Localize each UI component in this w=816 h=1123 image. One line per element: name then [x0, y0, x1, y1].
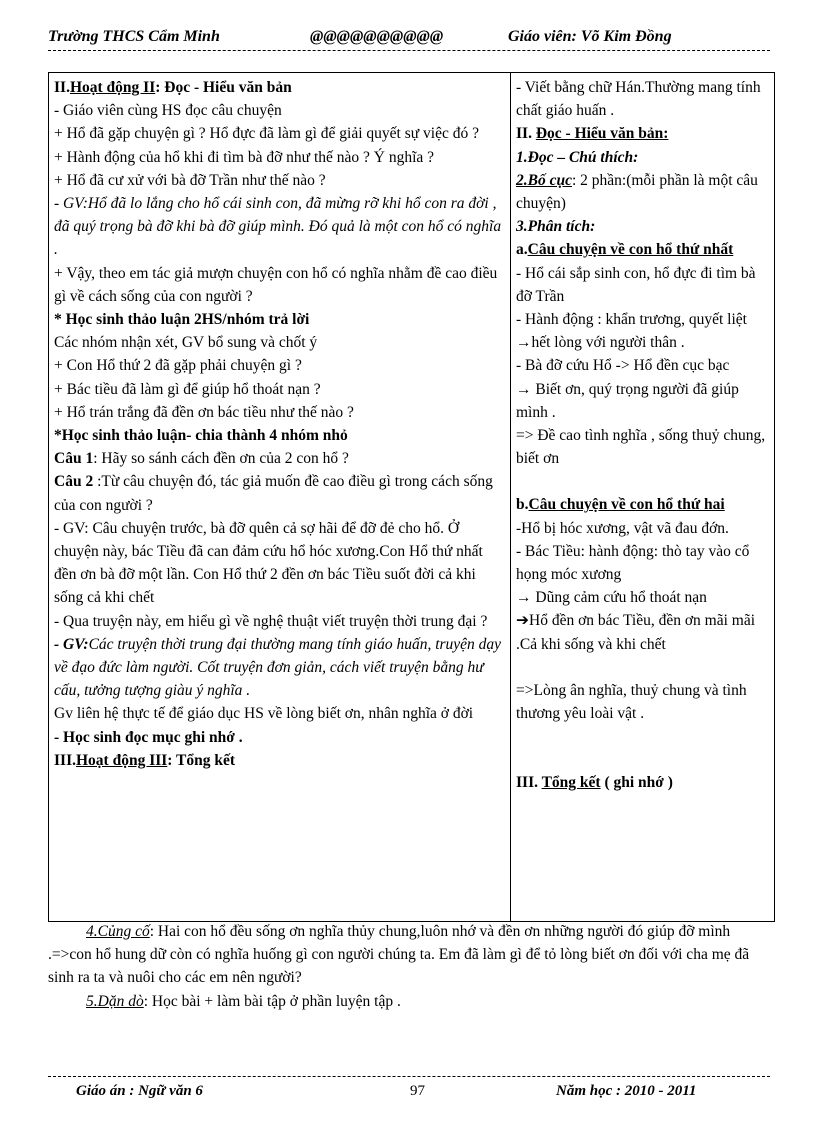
page-header [48, 28, 770, 50]
section-heading: II. Đọc - Hiểu văn bản: [516, 125, 669, 143]
story-heading-1: a.Câu chuyện về con hổ thứ nhất [516, 241, 734, 259]
page-number: 97 [410, 1083, 425, 1099]
question: + Con Hổ thứ 2 đã gặp phải chuyện gì ? [54, 357, 302, 375]
activity-line: - Giáo viên cùng HS đọc câu chuyện [54, 102, 282, 120]
content-line: ➔Hổ đền ơn bác Tiều, đền ơn mãi mãi .Cả khi sống và khi chết [516, 612, 756, 653]
content-line: =>Lòng ân nghĩa, thuỷ chung và tình thương yêu loài vật . [516, 681, 747, 723]
activity-line: Gv liên hệ thực tế để giáo dục HS về lòng biết ơn, nhân nghĩa ở đời [54, 705, 474, 723]
question: + Hổ đã gặp chuyện gì ? Hổ đực đã làm gì để giải quyết sự việc đó ? [54, 125, 479, 143]
content-line: - Hổ cái sắp sinh con, hổ đực đi tìm bà đỡ Trần [516, 264, 756, 305]
content-line: → Biết ơn, quý trọng người đã giúp mình . [516, 380, 739, 421]
teacher-note: - GV:Các truyện thời trung đại thường mang tính giáo huấn, truyện dạy về đạo đức làm người. Cốt truyện đơn giản, cách viết truyện bằng hư cấu, tưởng tượng giàu ý nghĩa . [54, 635, 502, 700]
lesson-table [48, 72, 775, 922]
content-line: => Đề cao tình nghĩa , sống thuỷ chung, biết ơn [516, 427, 766, 468]
footer-subject: Giáo án : Ngữ văn 6 [76, 1083, 203, 1099]
structure-line: 2.Bố cục: 2 phần:(mỗi phần là một câu chuyện) [516, 171, 758, 213]
summary-heading: III. Tổng kết ( ghi nhớ ) [516, 774, 673, 792]
teacher-name: Giáo viên: Võ Kim Đồng [508, 28, 672, 45]
question: + Hổ đã cư xử với bà đỡ Trần như thế nào ? [54, 171, 326, 189]
content-line: - Viết bằng chữ Hán.Thường mang tính chất giáo huấn . [516, 79, 761, 120]
question: + Hổ trán trắng đã đền ơn bác tiều như thế nào ? [54, 403, 354, 421]
header-separator: @@@@@@@@@@ [310, 28, 444, 45]
subheading: 1.Đọc – Chú thích: [516, 148, 639, 166]
teacher-explanation: - GV: Câu chuyện trước, bà đỡ quên cả sợ hãi để đỡ đẻ cho hổ. Ở chuyện này, bác Tiều đã can đảm cứu hổ hóc xương.Con Hổ thứ nhất đền ơn bà đỡ một lần. Con Hổ thứ 2 đền ơn bác Tiều suốt đời cả khi sống cả khi chết [54, 519, 483, 607]
header-divider [48, 50, 770, 51]
consolidation-paragraph: 4.Củng cố: Hai con hổ đều sống ơn nghĩa thủy chung,luôn nhớ và đền ơn những người đó giúp đỡ mình .=>con hổ hung dữ còn có nghĩa huống gì con người chúng ta. Em đã làm gì để tỏ lòng biết ơn đối với cha mẹ đã sinh ra ta và nuôi cho các em nên người? [48, 923, 750, 986]
question: + Bác tiều đã làm gì để giúp hổ thoát nạn ? [54, 380, 321, 398]
activity-heading-3: Hoạt động III [75, 751, 168, 769]
arrow-icon: → [516, 589, 532, 607]
story-heading-2: b.Câu chuyện về con hổ thứ hai [516, 496, 725, 514]
activity-line: - Học sinh đọc mục ghi nhớ . [54, 728, 243, 746]
discussion-heading: * Học sinh thảo luận 2HS/nhóm trả lời [54, 311, 310, 329]
arrow-icon: → [516, 380, 532, 398]
question-2: Câu 2 :Từ câu chuyện đó, tác giả muốn đề cao điều gì trong cách sống của con người ? [54, 473, 493, 514]
activity-column: II.Hoạt động II: Đọc - Hiểu văn bản - Giáo viên cùng HS đọc câu chuyện + Hổ đã gặp chuyện gì ? Hổ đực đã làm gì để giải quyết sự việc đó ? + Hành động của hổ khi đi tìm bà đỡ như thế nào ? Ý nghĩa ? + Hổ đã cư xử với bà đỡ Trần như thế nào ? - GV:Hổ đã lo lắng cho hổ cái sinh con, đã mừng rỡ khi hổ con ra đời , đã quý trọng bà đỡ khi bà đỡ giúp mình. Đó quả là một con hổ có nghĩa . + Vậy, theo em tác giả mượn chuyện con hổ có nghĩa nhằm đề cao điều gì về cách sống của con người ? * Học sinh thảo luận 2HS/nhóm trả lời Các nhóm nhận xét, GV bổ sung và chốt ý + Con Hổ thứ 2 đã gặp phải chuyện gì ? + Bác tiều đã làm gì để giúp hổ thoát nạn ? + Hổ trán trắng đã đền ơn bác tiều như thế nào ? *Học sinh thảo luận- chia thành 4 nhóm nhỏ Câu 1: Hãy so sánh cách đền ơn của 2 con hổ ? Câu 2 :Từ câu chuyện đó, tác giả muốn đề cao điều gì trong cách sống của con người ? - GV: Câu chuyện trước, bà đỡ quên cả sợ hãi để đỡ đẻ cho hổ. Ở chuyện này, bác Tiều đã can đảm cứu hổ hóc xương.Con Hổ thứ nhất đền ơn bà đỡ một lần. Con Hổ thứ 2 đền ơn bác Tiều suốt đời cả khi sống cả khi chết - Qua truyện này, em hiểu gì về nghệ thuật viết truyện thời trung đại ? - GV:Các truyện thời trung đại thường mang tính giáo huấn, truyện dạy về đạo đức làm người. Cốt truyện đơn giản, cách viết truyện bằng hư cấu, tưởng tượng giàu ý nghĩa . Gv liên hệ thực tế để giáo dục HS về lòng biết ơn, nhân nghĩa ở đời - Học sinh đọc mục ghi nhớ . III.Hoạt động III: Tổng kết [49, 73, 511, 922]
content-line: - Bà đỡ cứu Hổ -> Hổ đền cục bạc [516, 357, 730, 375]
content-line: - Hành động : khẩn trương, quyết liệt →hết lòng với người thân . [516, 311, 747, 352]
arrow-icon: → [516, 334, 532, 352]
activity-heading-2: Hoạt động II [69, 79, 156, 96]
footer-school-year: Năm học : 2010 - 2011 [556, 1083, 697, 1099]
homework-paragraph: 5.Dặn dò: Học bài + làm bài tập ở phần luyện tập . [86, 993, 401, 1010]
arrow-icon: ➔ [516, 612, 529, 630]
question-1: Câu 1: Hãy so sánh cách đền ơn của 2 con hổ ? [54, 450, 349, 468]
question: + Vậy, theo em tác giả mượn chuyện con hổ có nghĩa nhằm đề cao điều gì về cách sống của con người ? [54, 264, 498, 305]
activity-line: Các nhóm nhận xét, GV bổ sung và chốt ý [54, 334, 318, 352]
question: - Qua truyện này, em hiểu gì về nghệ thuật viết truyện thời trung đại ? [54, 612, 488, 630]
content-column [511, 73, 775, 922]
content-line: → Dũng cảm cứu hổ thoát nạn [516, 589, 707, 607]
content-line: - Bác Tiều: hành động: thò tay vào cổ họng móc xương [516, 542, 750, 584]
subheading: 3.Phân tích: [516, 218, 596, 236]
footer-divider [48, 1076, 770, 1077]
page-footer [48, 1083, 770, 1105]
discussion-heading: *Học sinh thảo luận- chia thành 4 nhóm nhỏ [54, 427, 348, 445]
teacher-note: - GV:Hổ đã lo lắng cho hổ cái sinh con, đã mừng rỡ khi hổ con ra đời , đã quý trọng bà đỡ khi bà đỡ giúp mình. Đó quả là một con hổ có nghĩa . [54, 195, 502, 259]
content-line: -Hổ bị hóc xương, vật vã đau đớn. [516, 519, 729, 537]
question: + Hành động của hổ khi đi tìm bà đỡ như thế nào ? Ý nghĩa ? [54, 148, 435, 166]
school-name: Trường THCS Cẩm Minh [48, 28, 220, 45]
